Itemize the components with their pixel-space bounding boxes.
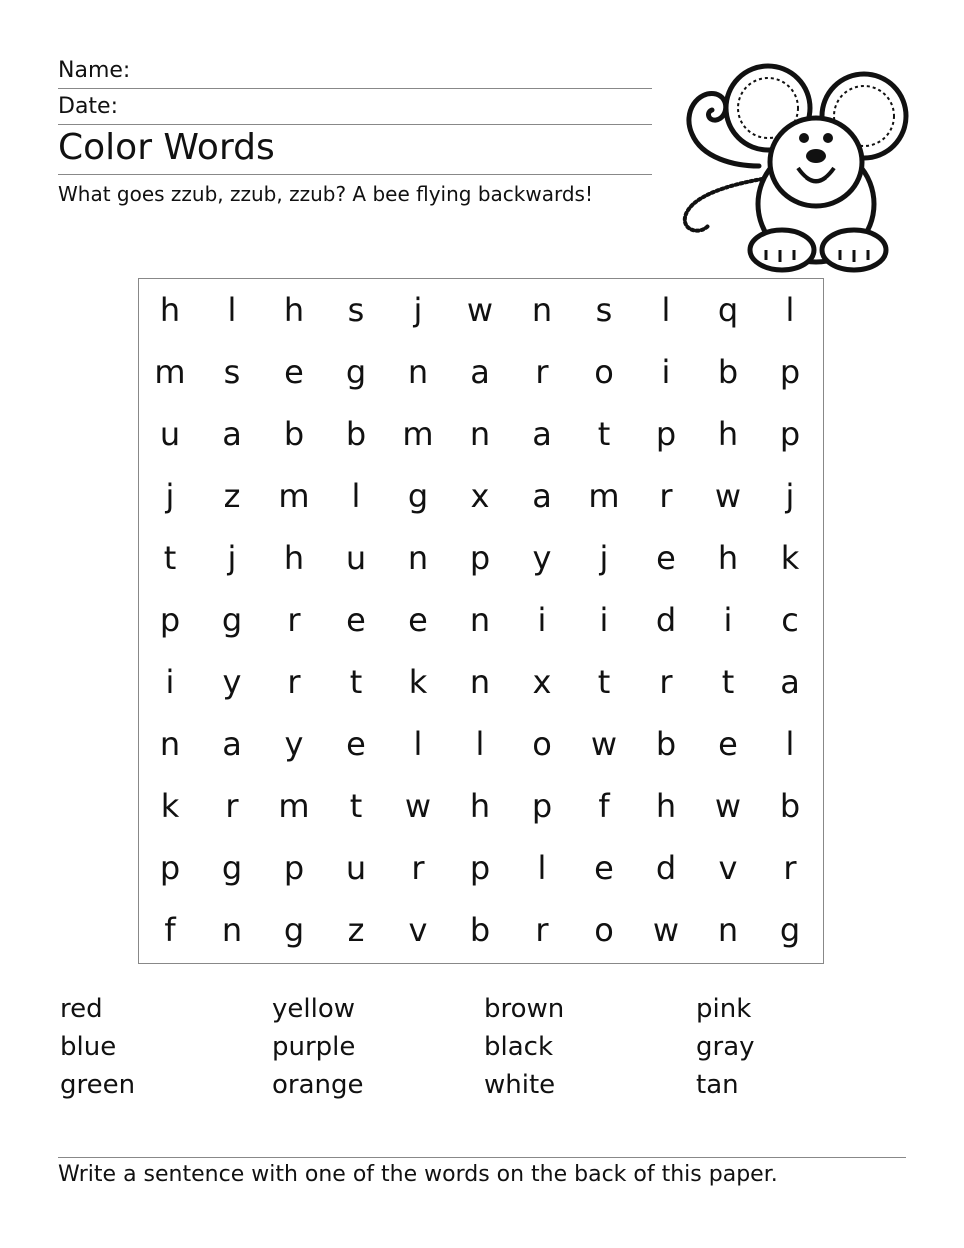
grid-letter[interactable]: h: [159, 291, 181, 329]
grid-letter[interactable]: b: [779, 787, 801, 825]
grid-letter[interactable]: b: [345, 415, 367, 453]
grid-letter[interactable]: x: [532, 663, 552, 701]
grid-row: [139, 651, 823, 713]
grid-letter[interactable]: c: [781, 601, 799, 639]
grid-letter[interactable]: w: [652, 911, 680, 949]
grid-letter[interactable]: p: [159, 601, 181, 639]
grid-letter[interactable]: j: [599, 539, 609, 577]
grid-letter[interactable]: x: [470, 477, 490, 515]
grid-letter[interactable]: r: [535, 911, 549, 949]
grid-letter[interactable]: r: [783, 849, 797, 887]
grid-letter[interactable]: v: [718, 849, 738, 887]
grid-row: [139, 465, 823, 527]
grid-row: [139, 279, 823, 341]
grid-letter[interactable]: n: [531, 291, 553, 329]
grid-letter[interactable]: n: [469, 601, 491, 639]
grid-letter[interactable]: e: [656, 539, 676, 577]
grid-letter[interactable]: h: [469, 787, 491, 825]
grid-letter[interactable]: b: [283, 415, 305, 453]
grid-letter[interactable]: q: [717, 291, 739, 329]
grid-letter[interactable]: k: [408, 663, 428, 701]
grid-letter[interactable]: s: [347, 291, 365, 329]
word-bank-item: white: [484, 1070, 556, 1100]
grid-letter[interactable]: a: [470, 353, 490, 391]
grid-letter[interactable]: t: [163, 539, 177, 577]
grid-letter[interactable]: n: [221, 911, 243, 949]
grid-letter[interactable]: e: [346, 725, 366, 763]
grid-letter[interactable]: s: [223, 353, 241, 391]
grid-letter[interactable]: r: [225, 787, 239, 825]
grid-letter[interactable]: a: [780, 663, 800, 701]
grid-row: [139, 713, 823, 775]
grid-letter[interactable]: f: [164, 911, 176, 949]
grid-letter[interactable]: r: [535, 353, 549, 391]
word-bank-item: green: [60, 1070, 136, 1100]
grid-letter[interactable]: n: [159, 725, 181, 763]
word-bank-item: purple: [272, 1032, 356, 1062]
date-label: Date:: [58, 94, 118, 119]
grid-letter[interactable]: y: [532, 539, 552, 577]
mouse-illustration-icon: [664, 54, 920, 276]
grid-letter[interactable]: s: [595, 291, 613, 329]
grid-letter[interactable]: e: [408, 601, 428, 639]
grid-letter[interactable]: b: [717, 353, 739, 391]
grid-row: [139, 899, 823, 961]
word-bank-item: orange: [272, 1070, 364, 1100]
grid-letter[interactable]: k: [780, 539, 800, 577]
grid-letter[interactable]: p: [655, 415, 677, 453]
grid-letter[interactable]: o: [594, 353, 614, 391]
grid-row: [139, 403, 823, 465]
grid-letter[interactable]: e: [346, 601, 366, 639]
grid-letter[interactable]: g: [221, 601, 243, 639]
grid-row: [139, 775, 823, 837]
grid-letter[interactable]: w: [404, 787, 432, 825]
instruction-divider: [58, 1157, 906, 1158]
grid-letter[interactable]: h: [283, 291, 305, 329]
grid-letter[interactable]: l: [413, 725, 423, 763]
grid-letter[interactable]: r: [287, 663, 301, 701]
grid-letter[interactable]: i: [537, 601, 547, 639]
page-title: Color Words: [58, 127, 275, 168]
grid-letter[interactable]: e: [284, 353, 304, 391]
grid-letter[interactable]: h: [717, 415, 739, 453]
grid-letter[interactable]: w: [714, 477, 742, 515]
instruction-text: Write a sentence with one of the words on the back of this paper.: [58, 1162, 778, 1187]
grid-letter[interactable]: g: [345, 353, 367, 391]
word-search-grid: [138, 278, 824, 964]
grid-letter[interactable]: u: [345, 539, 367, 577]
word-bank-col-3: [484, 990, 564, 1104]
word-bank-item: tan: [696, 1070, 739, 1100]
grid-letter[interactable]: p: [283, 849, 305, 887]
grid-letter[interactable]: r: [287, 601, 301, 639]
grid-letter[interactable]: i: [723, 601, 733, 639]
grid-letter[interactable]: n: [469, 415, 491, 453]
grid-letter[interactable]: g: [407, 477, 429, 515]
grid-letter[interactable]: f: [598, 787, 610, 825]
grid-letter[interactable]: a: [532, 477, 552, 515]
grid-letter[interactable]: y: [222, 663, 242, 701]
grid-letter[interactable]: p: [159, 849, 181, 887]
word-bank-col-4: [696, 990, 755, 1104]
grid-letter[interactable]: l: [227, 291, 237, 329]
grid-letter[interactable]: t: [721, 663, 735, 701]
grid-letter[interactable]: z: [347, 911, 365, 949]
grid-letter[interactable]: w: [714, 787, 742, 825]
grid-letter[interactable]: u: [159, 415, 181, 453]
grid-letter[interactable]: j: [413, 291, 423, 329]
grid-letter[interactable]: t: [349, 663, 363, 701]
word-bank-item: yellow: [272, 994, 356, 1024]
grid-letter[interactable]: k: [160, 787, 180, 825]
grid-letter[interactable]: g: [779, 911, 801, 949]
grid-letter[interactable]: n: [469, 663, 491, 701]
word-bank-item: black: [484, 1032, 554, 1062]
word-bank-item: gray: [696, 1032, 755, 1062]
grid-letter[interactable]: v: [408, 911, 428, 949]
word-bank-col-1: [60, 990, 135, 1104]
grid-letter[interactable]: e: [718, 725, 738, 763]
name-label: Name:: [58, 58, 131, 83]
grid-letter[interactable]: m: [278, 787, 310, 825]
grid-letter[interactable]: z: [223, 477, 241, 515]
grid-letter[interactable]: g: [221, 849, 243, 887]
grid-letter[interactable]: i: [661, 353, 671, 391]
grid-letter[interactable]: j: [165, 477, 175, 515]
name-field[interactable]: [58, 60, 652, 89]
grid-letter[interactable]: o: [532, 725, 552, 763]
grid-letter[interactable]: l: [475, 725, 485, 763]
grid-letter[interactable]: r: [411, 849, 425, 887]
grid-letter[interactable]: h: [283, 539, 305, 577]
word-bank-col-2: [272, 990, 364, 1104]
grid-letter[interactable]: p: [779, 415, 801, 453]
grid-letter[interactable]: l: [351, 477, 361, 515]
grid-letter[interactable]: i: [165, 663, 175, 701]
grid-letter[interactable]: h: [655, 787, 677, 825]
grid-letter[interactable]: d: [655, 849, 677, 887]
grid-letter[interactable]: a: [222, 415, 242, 453]
grid-letter[interactable]: j: [785, 477, 795, 515]
grid-letter[interactable]: y: [284, 725, 304, 763]
grid-letter[interactable]: p: [469, 539, 491, 577]
grid-letter[interactable]: m: [154, 353, 186, 391]
grid-row: [139, 589, 823, 651]
grid-letter[interactable]: b: [655, 725, 677, 763]
grid-letter[interactable]: l: [785, 725, 795, 763]
grid-letter[interactable]: e: [594, 849, 614, 887]
grid-letter[interactable]: m: [588, 477, 620, 515]
word-bank-item: blue: [60, 1032, 117, 1062]
grid-letter[interactable]: a: [222, 725, 242, 763]
grid-letter[interactable]: a: [532, 415, 552, 453]
grid-letter[interactable]: r: [659, 663, 673, 701]
grid-letter[interactable]: u: [345, 849, 367, 887]
grid-letter[interactable]: j: [227, 539, 237, 577]
grid-letter[interactable]: t: [349, 787, 363, 825]
joke-text: What goes zzub, zzub, zzub? A bee flying backwards!: [58, 182, 593, 206]
grid-letter[interactable]: p: [779, 353, 801, 391]
grid-letter[interactable]: n: [717, 911, 739, 949]
grid-row: [139, 341, 823, 403]
grid-letter[interactable]: w: [590, 725, 618, 763]
date-field[interactable]: [58, 96, 652, 125]
grid-letter[interactable]: t: [597, 663, 611, 701]
grid-letter[interactable]: n: [407, 353, 429, 391]
grid-letter[interactable]: g: [283, 911, 305, 949]
grid-letter[interactable]: w: [466, 291, 494, 329]
grid-letter[interactable]: r: [659, 477, 673, 515]
word-bank-item: red: [60, 994, 103, 1024]
grid-letter[interactable]: o: [594, 911, 614, 949]
grid-letter[interactable]: p: [531, 787, 553, 825]
grid-letter[interactable]: h: [717, 539, 739, 577]
grid-letter[interactable]: p: [469, 849, 491, 887]
grid-letter[interactable]: l: [537, 849, 547, 887]
grid-row: [139, 527, 823, 589]
grid-letter[interactable]: m: [278, 477, 310, 515]
grid-letter[interactable]: d: [655, 601, 677, 639]
word-bank-item: brown: [484, 994, 565, 1024]
grid-letter[interactable]: b: [469, 911, 491, 949]
title-line: [58, 127, 652, 175]
grid-letter[interactable]: t: [597, 415, 611, 453]
grid-letter[interactable]: l: [785, 291, 795, 329]
grid-letter[interactable]: n: [407, 539, 429, 577]
grid-letter[interactable]: l: [661, 291, 671, 329]
word-bank-item: pink: [696, 994, 752, 1024]
grid-letter[interactable]: m: [402, 415, 434, 453]
grid-row: [139, 837, 823, 899]
grid-letter[interactable]: i: [599, 601, 609, 639]
